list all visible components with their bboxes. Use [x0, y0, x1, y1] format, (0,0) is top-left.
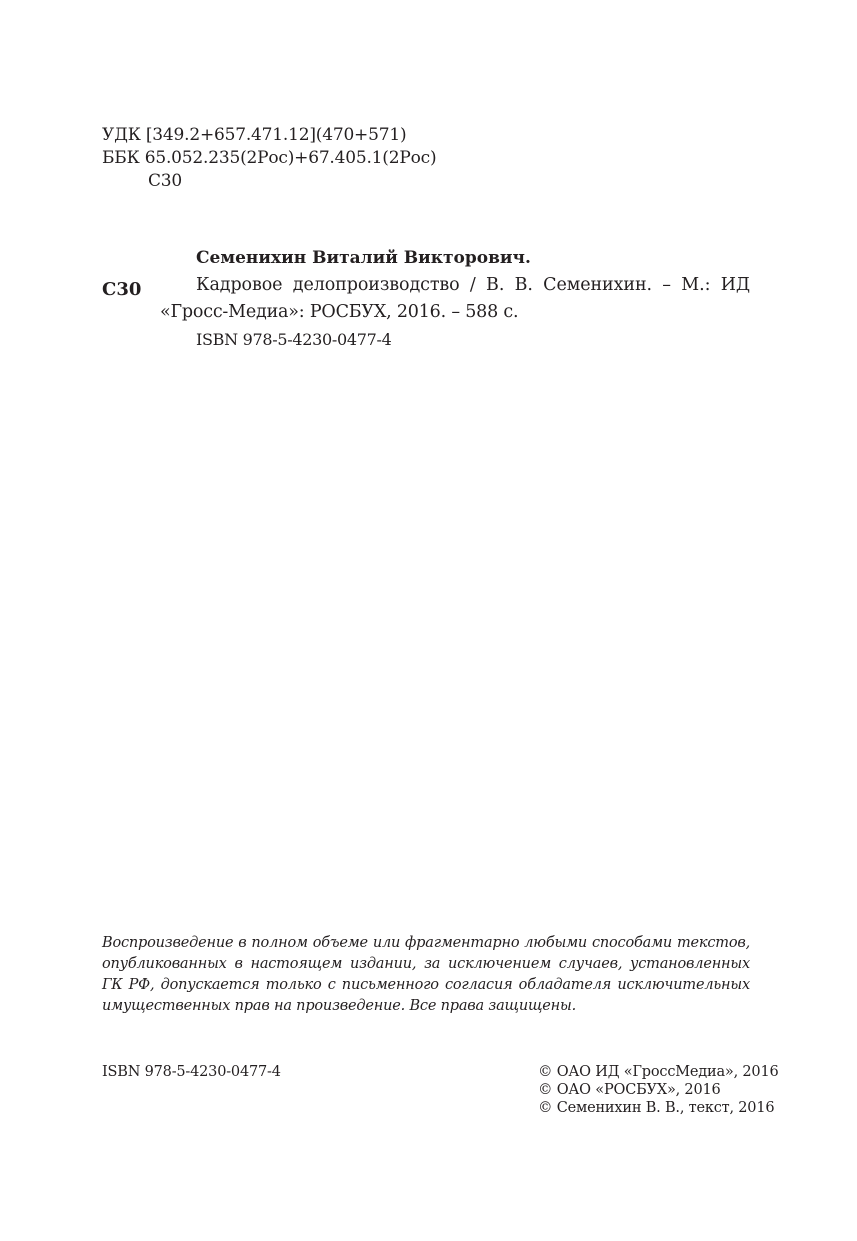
- copyright-line: © ОАО ИД «ГроссМедиа», 2016: [538, 1064, 779, 1080]
- copyright-list: [538, 1063, 779, 1117]
- cip-publisher-line: «Гросс-Медиа»: РОСБУХ, 2016. – 588 с.: [160, 302, 519, 322]
- cip-record: [160, 245, 750, 353]
- cip-isbn: ISBN 978-5-4230-0477-4: [196, 330, 392, 349]
- classification-block: [102, 124, 436, 193]
- copyright-line: © ОАО «РОСБУХ», 2016: [538, 1082, 721, 1098]
- footer-isbn: ISBN 978-5-4230-0477-4: [102, 1064, 281, 1080]
- cip-author: Семенихин Виталий Викторович.: [196, 248, 531, 268]
- copyright-line: © Семенихин В. В., текст, 2016: [538, 1100, 775, 1116]
- bbk-index: ББК 65.052.235(2Рос)+67.405.1(2Рос): [102, 148, 437, 168]
- copyright-notice: Воспроизведение в полном объеме или фрагментарно любыми способами текстов, опубликованных в настоящем издании, за исключением случаев, установленных ГК РФ, допускается только с письменного согласия обладателя исключительных имущественных прав на произведение. Все права защищены.: [102, 935, 750, 1014]
- udk-index: УДК [349.2+657.471.12](470+571): [102, 125, 407, 145]
- author-mark: С30: [148, 171, 183, 191]
- cip-author-mark: С30: [102, 279, 142, 300]
- cip-title-line: Кадровое делопроизводство / В. В. Семенихин. – М.: ИД: [196, 275, 750, 295]
